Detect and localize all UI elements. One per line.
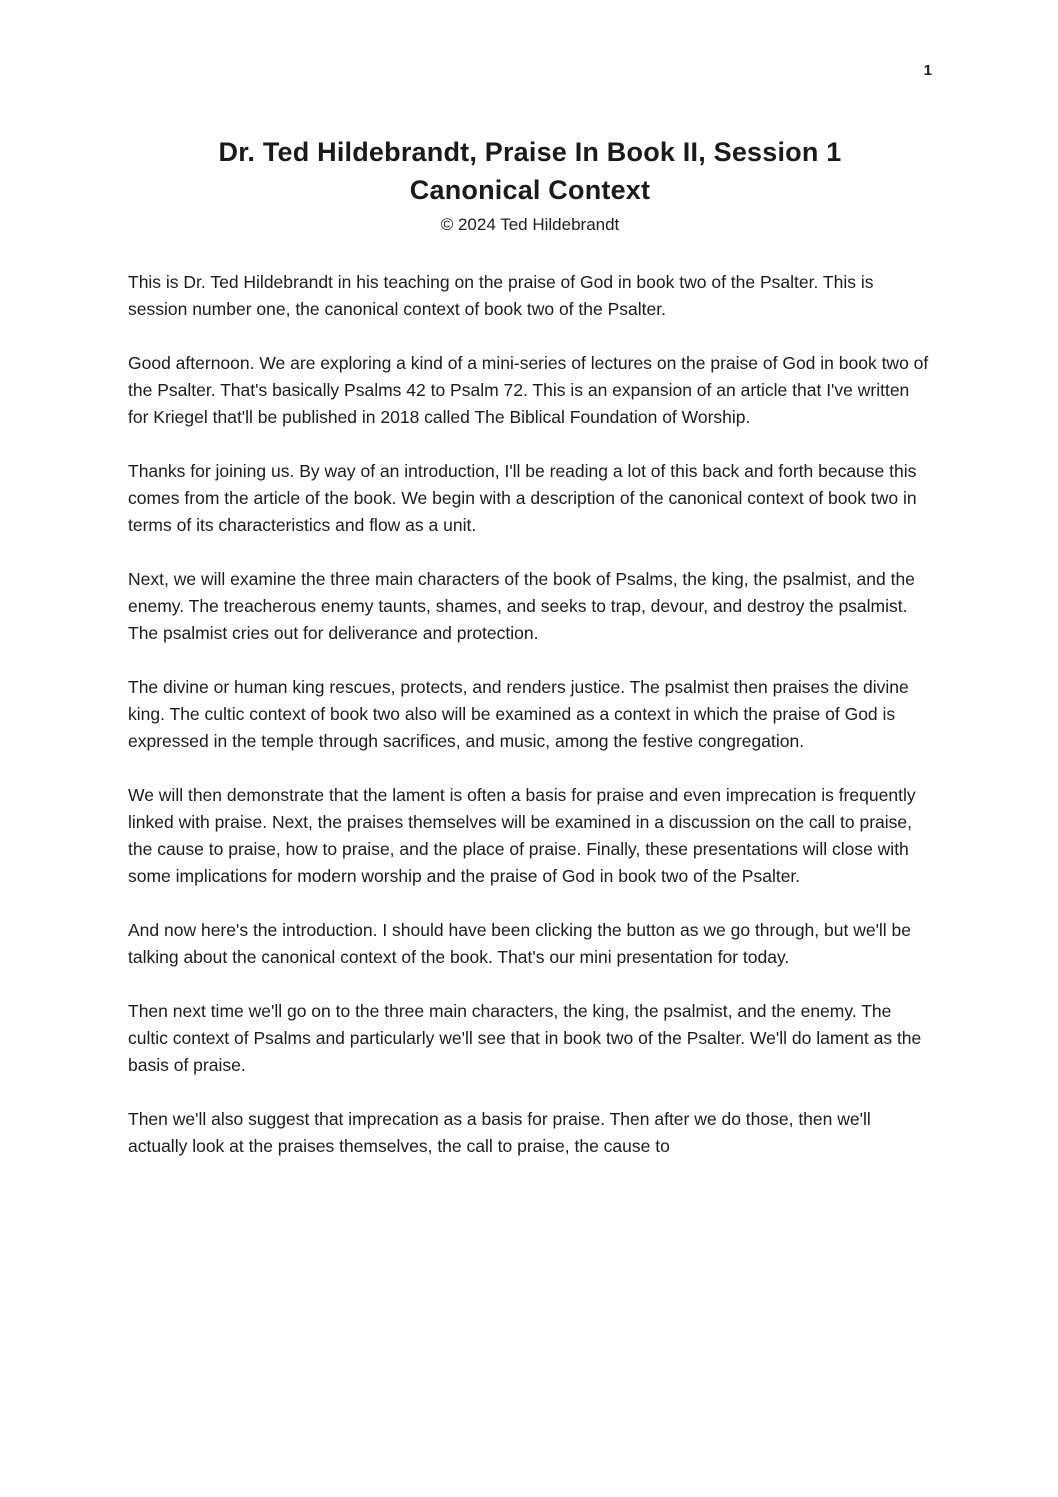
document-title-line2: Canonical Context <box>409 175 651 205</box>
paragraph: This is Dr. Ted Hildebrandt in his teaching on the praise of God in book two of the Psalter. This is session number one, the canonical context of book two of the Psalter. <box>128 272 874 319</box>
document-body <box>128 269 932 1160</box>
page-number: 1 <box>923 62 932 79</box>
paragraph: Good afternoon. We are exploring a kind of a mini-series of lectures on the praise of God in book two of the Psalter. That's basically Psalms 42 to Psalm 72. This is an expansion of an article that I've written for Kriegel that'll be published in 2018 called The Biblical Foundation of Worship. <box>128 353 929 427</box>
paragraph: Then next time we'll go on to the three main characters, the king, the psalmist, and the enemy. The cultic context of Psalms and particularly we'll see that in book two of the Psalter. We'll do lament as the basis of praise. <box>128 1001 922 1075</box>
paragraph: And now here's the introduction. I should have been clicking the button as we go through, but we'll be talking about the canonical context of the book. That's our mini presentation for today. <box>128 920 912 967</box>
paragraph: We will then demonstrate that the lament is often a basis for praise and even imprecation is frequently linked with praise. Next, the praises themselves will be examined in a discussion on the call to praise, the cause to praise, how to praise, and the place of praise. Finally, these presentations will close with some implications for modern worship and the praise of God in book two of the Psalter. <box>128 785 916 886</box>
paragraph: Then we'll also suggest that imprecation as a basis for praise. Then after we do those, then we'll actually look at the praises themselves, the call to praise, the cause to <box>128 1109 871 1156</box>
paragraph: The divine or human king rescues, protects, and renders justice. The psalmist then praises the divine king. The cultic context of book two also will be examined as a context in which the praise of God is expressed in the temple through sacrifices, and music, among the festive congregation. <box>128 677 909 751</box>
document-title <box>128 133 932 209</box>
document-title-line1: Dr. Ted Hildebrandt, Praise In Book II, Session 1 <box>218 137 842 167</box>
paragraph: Next, we will examine the three main characters of the book of Psalms, the king, the psalmist, and the enemy. The treacherous enemy taunts, shames, and seeks to trap, devour, and destroy the psalmist. The psalmist cries out for deliverance and protection. <box>128 569 915 643</box>
paragraph: Thanks for joining us. By way of an introduction, I'll be reading a lot of this back and forth because this comes from the article of the book. We begin with a description of the canonical context of book two in terms of its characteristics and flow as a unit. <box>128 461 917 535</box>
document-content <box>128 133 932 1160</box>
copyright-line: © 2024 Ted Hildebrandt <box>440 215 620 234</box>
